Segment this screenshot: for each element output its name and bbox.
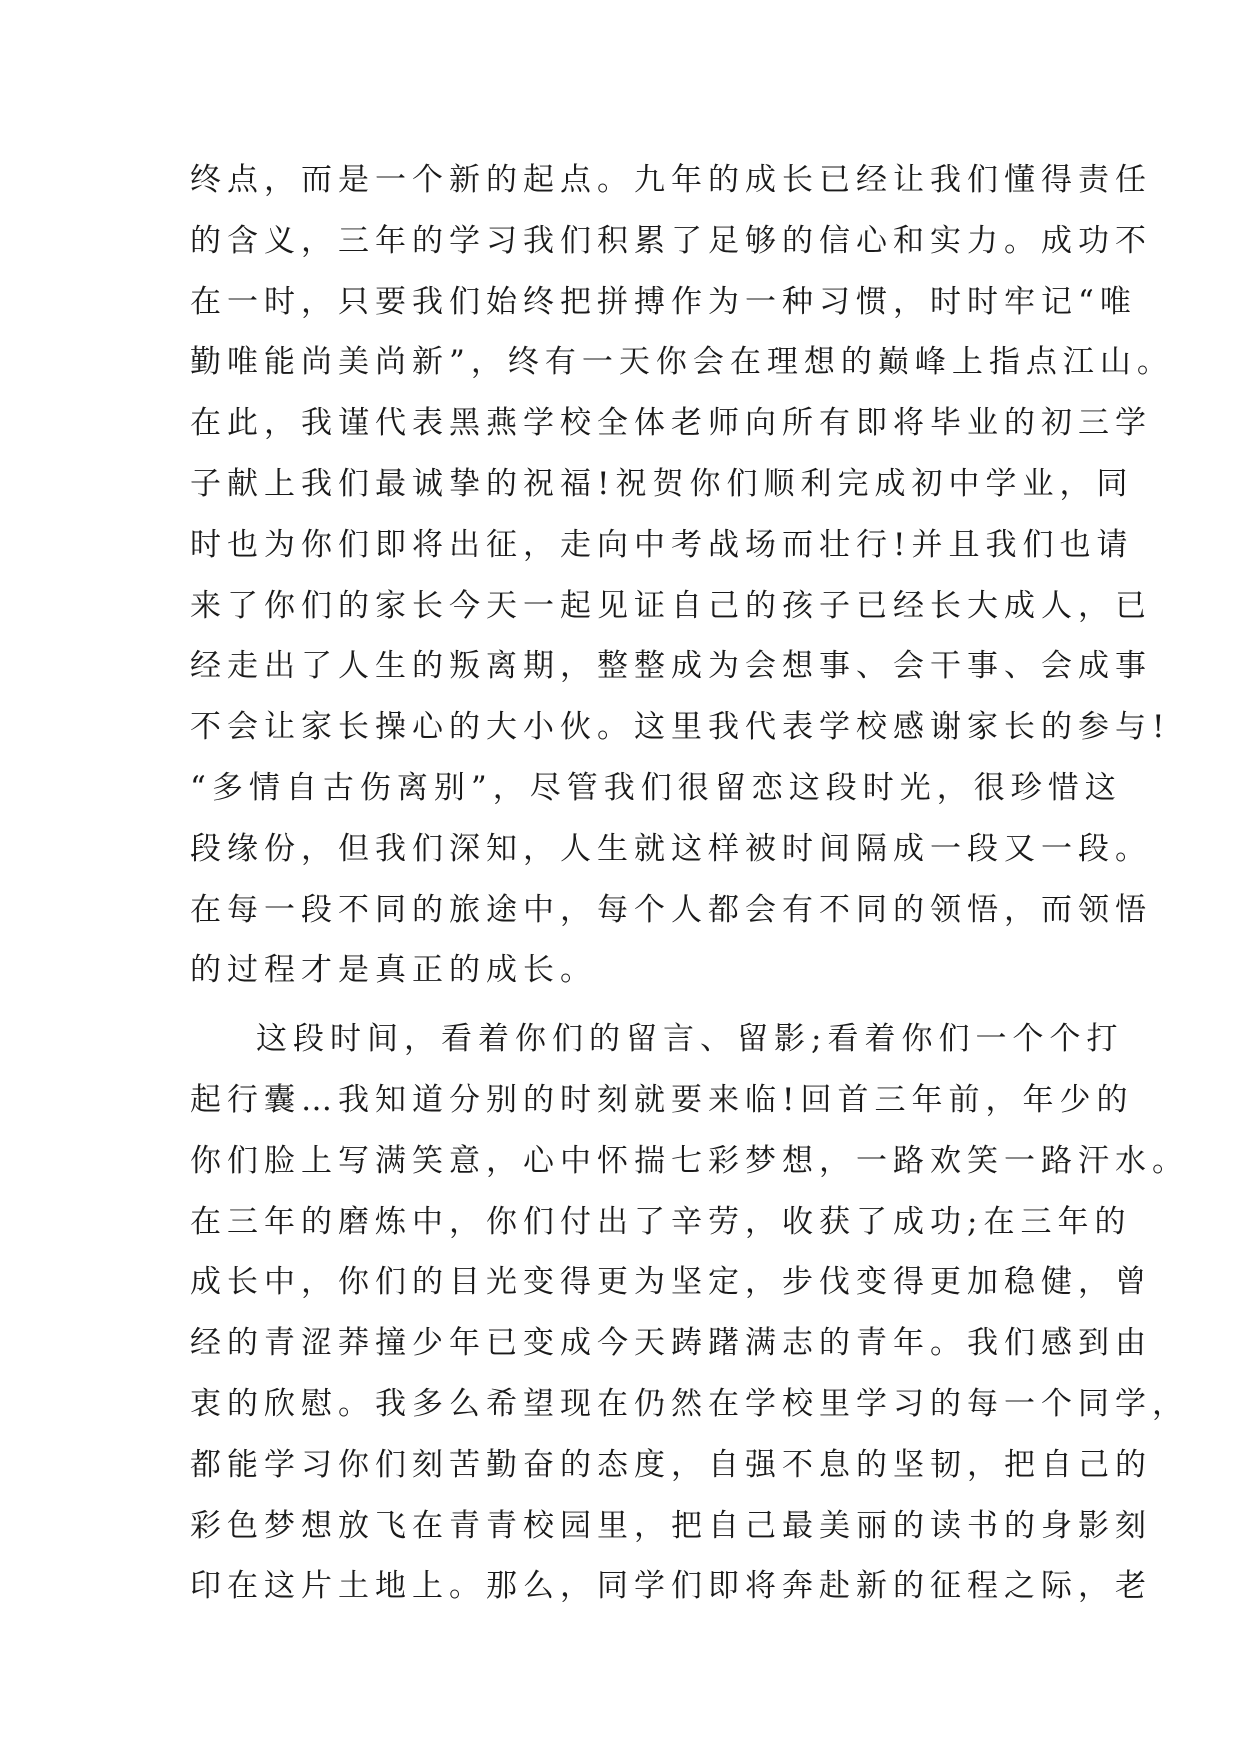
text-line: 在此，我谨代表黑燕学校全体老师向所有即将毕业的初三学 [190, 405, 1152, 442]
text-line: 不会让家长操心的大小伙。这里我代表学校感谢家长的参与! [190, 709, 1171, 746]
text-line: 你们脸上写满笑意，心中怀揣七彩梦想，一路欢笑一路汗水。 [190, 1142, 1189, 1179]
text-line: 都能学习你们刻苦勤奋的态度，自强不息的坚韧，把自己的 [190, 1446, 1152, 1483]
text-line: 经走出了人生的叛离期，整整成为会想事、会干事、会成事 [190, 648, 1152, 685]
text-line: 终点，而是一个新的起点。九年的成长已经让我们懂得责任 [190, 162, 1152, 198]
text-line: 在每一段不同的旅途中，每个人都会有不同的领悟，而领悟 [190, 891, 1152, 928]
paragraph-first-line: 这段时间，看着你们的留言、留影;看着你们一个个打 [256, 1021, 1124, 1058]
text-line: 勤唯能尚美尚新”，终有一天你会在理想的巅峰上指点江山。 [190, 344, 1174, 381]
text-line: 的含义，三年的学习我们积累了足够的信心和实力。成功不 [190, 222, 1152, 259]
text-line: 时也为你们即将出征，走向中考战场而壮行!并且我们也请 [190, 526, 1134, 563]
text-line: 在三年的磨炼中，你们付出了辛劳，收获了成功;在三年的 [190, 1203, 1132, 1240]
text-line: 的过程才是真正的成长。 [190, 952, 597, 989]
text-line: “多情自古伤离别”，尽管我们很留恋这段时光，很珍惜这 [190, 769, 1122, 806]
text-line: 成长中，你们的目光变得更为坚定，步伐变得更加稳健，曾 [190, 1264, 1152, 1301]
text-line: 衷的欣慰。我多么希望现在仍然在学校里学习的每一个同学， [190, 1385, 1189, 1422]
document-body [190, 150, 1189, 1617]
text-line: 段缘份，但我们深知，人生就这样被时间隔成一段又一段。 [190, 830, 1152, 867]
text-line: 彩色梦想放飞在青青校园里，把自己最美丽的读书的身影刻 [190, 1507, 1152, 1544]
text-line: 起行囊…我知道分别的时刻就要来临!回首三年前，年少的 [190, 1081, 1134, 1118]
text-line: 来了你们的家长今天一起见证自己的孩子已经长大成人，已 [190, 587, 1152, 624]
text-line: 经的青涩莽撞少年已变成今天踌躇满志的青年。我们感到由 [190, 1325, 1152, 1362]
text-line: 在一时，只要我们始终把拼搏作为一种习惯，时时牢记“唯 [190, 283, 1137, 320]
text-line: 子献上我们最诚挚的祝福!祝贺你们顺利完成初中学业，同 [190, 465, 1134, 502]
text-line: 印在这片土地上。那么，同学们即将奔赴新的征程之际，老 [190, 1568, 1152, 1605]
